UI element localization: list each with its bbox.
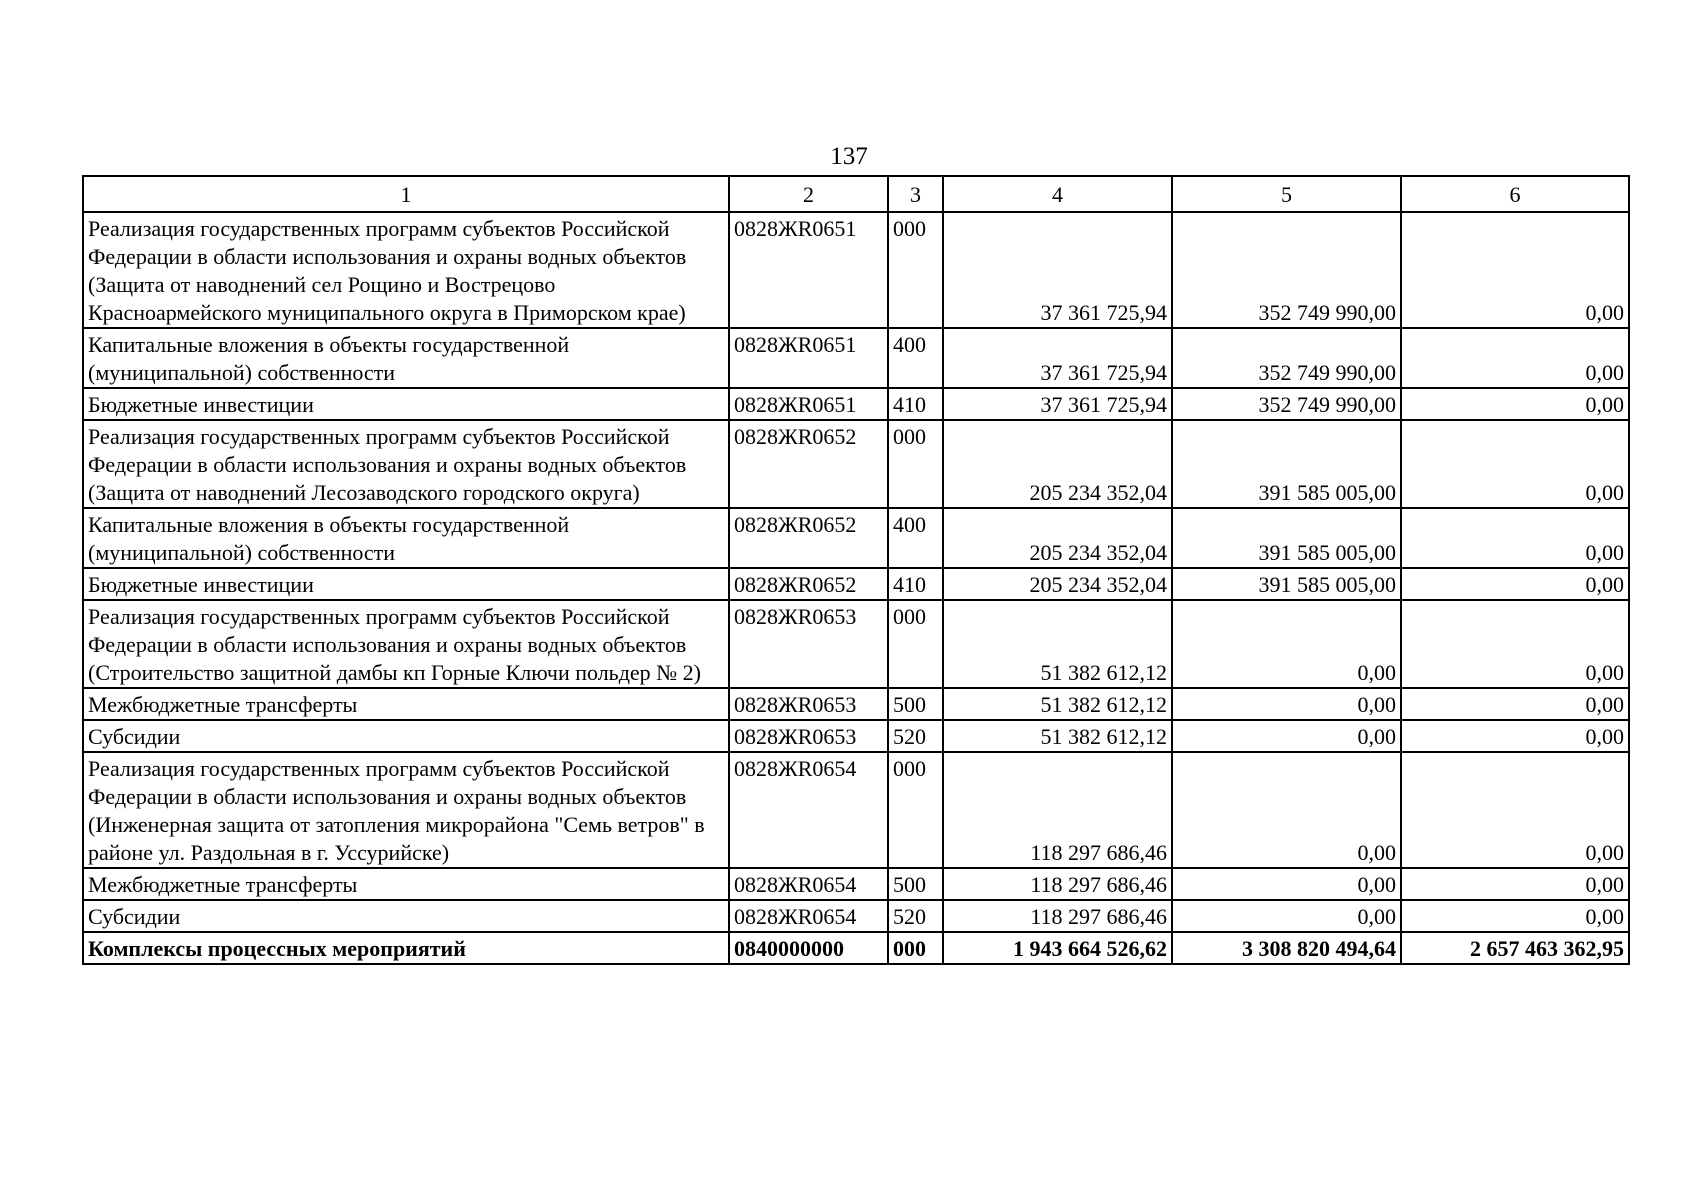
row-value-col6: 0,00 — [1401, 868, 1629, 900]
row-value-col6: 0,00 — [1401, 720, 1629, 752]
row-name-cell: Субсидии — [83, 720, 729, 752]
column-header: 3 — [888, 176, 943, 212]
row-type-cell: 410 — [888, 568, 943, 600]
row-value-col4: 205 234 352,04 — [943, 568, 1172, 600]
row-code-cell: 0828ЖR0654 — [729, 752, 888, 868]
row-value-col5: 391 585 005,00 — [1172, 568, 1401, 600]
row-name-cell: Межбюджетные трансферты — [83, 688, 729, 720]
column-header: 1 — [83, 176, 729, 212]
row-name-cell: Бюджетные инвестиции — [83, 388, 729, 420]
row-name-cell: Межбюджетные трансферты — [83, 868, 729, 900]
row-value-col4: 51 382 612,12 — [943, 720, 1172, 752]
row-code-cell: 0828ЖR0652 — [729, 508, 888, 568]
row-value-col6: 0,00 — [1401, 388, 1629, 420]
row-type-cell: 000 — [888, 932, 943, 964]
row-type-cell: 520 — [888, 720, 943, 752]
row-value-col4: 37 361 725,94 — [943, 388, 1172, 420]
column-header: 4 — [943, 176, 1172, 212]
row-name-cell: Реализация государственных программ субъектов Российской Федерации в области использования и охраны водных объектов (Защита от наводнений сел Рощино и Вострецово Красноармейского муниципального округа в Приморском крае) — [83, 212, 729, 328]
row-value-col4: 205 234 352,04 — [943, 508, 1172, 568]
row-code-cell: 0828ЖR0651 — [729, 212, 888, 328]
row-value-col6: 0,00 — [1401, 688, 1629, 720]
row-name-cell: Бюджетные инвестиции — [83, 568, 729, 600]
table-row — [83, 212, 1629, 328]
row-code-cell: 0828ЖR0652 — [729, 420, 888, 508]
row-value-col5: 391 585 005,00 — [1172, 508, 1401, 568]
row-code-cell: 0828ЖR0654 — [729, 868, 888, 900]
row-value-col6: 0,00 — [1401, 420, 1629, 508]
row-value-col4: 205 234 352,04 — [943, 420, 1172, 508]
row-code-cell: 0828ЖR0651 — [729, 328, 888, 388]
table-row — [83, 388, 1629, 420]
row-code-cell: 0828ЖR0653 — [729, 720, 888, 752]
row-name-cell: Реализация государственных программ субъектов Российской Федерации в области использования и охраны водных объектов (Инженерная защита от затопления микрорайона "Семь ветров" в районе ул. Раздольная в г. Уссурийске) — [83, 752, 729, 868]
row-name-cell: Комплексы процессных мероприятий — [83, 932, 729, 964]
row-name-cell: Реализация государственных программ субъектов Российской Федерации в области использования и охраны водных объектов (Строительство защитной дамбы кп Горные Ключи польдер № 2) — [83, 600, 729, 688]
row-value-col4: 37 361 725,94 — [943, 212, 1172, 328]
row-value-col4: 51 382 612,12 — [943, 688, 1172, 720]
row-type-cell: 500 — [888, 868, 943, 900]
row-value-col5: 0,00 — [1172, 752, 1401, 868]
row-name-cell: Капитальные вложения в объекты государственной (муниципальной) собственности — [83, 328, 729, 388]
row-value-col4: 1 943 664 526,62 — [943, 932, 1172, 964]
row-name-cell: Субсидии — [83, 900, 729, 932]
row-type-cell: 000 — [888, 752, 943, 868]
row-value-col5: 0,00 — [1172, 868, 1401, 900]
row-value-col6: 0,00 — [1401, 328, 1629, 388]
row-value-col4: 51 382 612,12 — [943, 600, 1172, 688]
page-number: 137 — [830, 143, 868, 170]
table-row — [83, 600, 1629, 688]
row-value-col6: 0,00 — [1401, 568, 1629, 600]
total-row — [83, 932, 1629, 964]
row-type-cell: 000 — [888, 600, 943, 688]
row-name-cell: Капитальные вложения в объекты государственной (муниципальной) собственности — [83, 508, 729, 568]
row-code-cell: 0828ЖR0653 — [729, 688, 888, 720]
row-type-cell: 500 — [888, 688, 943, 720]
row-value-col5: 352 749 990,00 — [1172, 212, 1401, 328]
row-type-cell: 520 — [888, 900, 943, 932]
row-value-col6: 0,00 — [1401, 600, 1629, 688]
table-row — [83, 900, 1629, 932]
row-code-cell: 0828ЖR0653 — [729, 600, 888, 688]
row-value-col6: 0,00 — [1401, 508, 1629, 568]
row-value-col5: 0,00 — [1172, 688, 1401, 720]
row-type-cell: 400 — [888, 508, 943, 568]
row-type-cell: 000 — [888, 420, 943, 508]
table-row — [83, 328, 1629, 388]
row-value-col6: 0,00 — [1401, 900, 1629, 932]
table-row — [83, 568, 1629, 600]
row-value-col6: 0,00 — [1401, 212, 1629, 328]
row-type-cell: 410 — [888, 388, 943, 420]
table-row — [83, 720, 1629, 752]
row-value-col5: 352 749 990,00 — [1172, 388, 1401, 420]
row-value-col5: 3 308 820 494,64 — [1172, 932, 1401, 964]
column-header: 6 — [1401, 176, 1629, 212]
row-value-col6: 0,00 — [1401, 752, 1629, 868]
row-value-col5: 352 749 990,00 — [1172, 328, 1401, 388]
table-row — [83, 868, 1629, 900]
column-header: 2 — [729, 176, 888, 212]
column-header: 5 — [1172, 176, 1401, 212]
row-type-cell: 400 — [888, 328, 943, 388]
table-row — [83, 420, 1629, 508]
row-value-col4: 37 361 725,94 — [943, 328, 1172, 388]
row-code-cell: 0828ЖR0651 — [729, 388, 888, 420]
row-value-col4: 118 297 686,46 — [943, 900, 1172, 932]
table-row — [83, 752, 1629, 868]
row-value-col5: 0,00 — [1172, 600, 1401, 688]
row-value-col4: 118 297 686,46 — [943, 752, 1172, 868]
row-code-cell: 0828ЖR0652 — [729, 568, 888, 600]
row-value-col5: 391 585 005,00 — [1172, 420, 1401, 508]
budget-table — [82, 175, 1630, 965]
row-name-cell: Реализация государственных программ субъектов Российской Федерации в области использования и охраны водных объектов (Защита от наводнений Лесозаводского городского округа) — [83, 420, 729, 508]
table-row — [83, 688, 1629, 720]
row-value-col5: 0,00 — [1172, 900, 1401, 932]
table-row — [83, 508, 1629, 568]
row-code-cell: 0828ЖR0654 — [729, 900, 888, 932]
row-value-col4: 118 297 686,46 — [943, 868, 1172, 900]
row-value-col5: 0,00 — [1172, 720, 1401, 752]
row-code-cell: 0840000000 — [729, 932, 888, 964]
header-row — [83, 176, 1629, 212]
row-type-cell: 000 — [888, 212, 943, 328]
row-value-col6: 2 657 463 362,95 — [1401, 932, 1629, 964]
